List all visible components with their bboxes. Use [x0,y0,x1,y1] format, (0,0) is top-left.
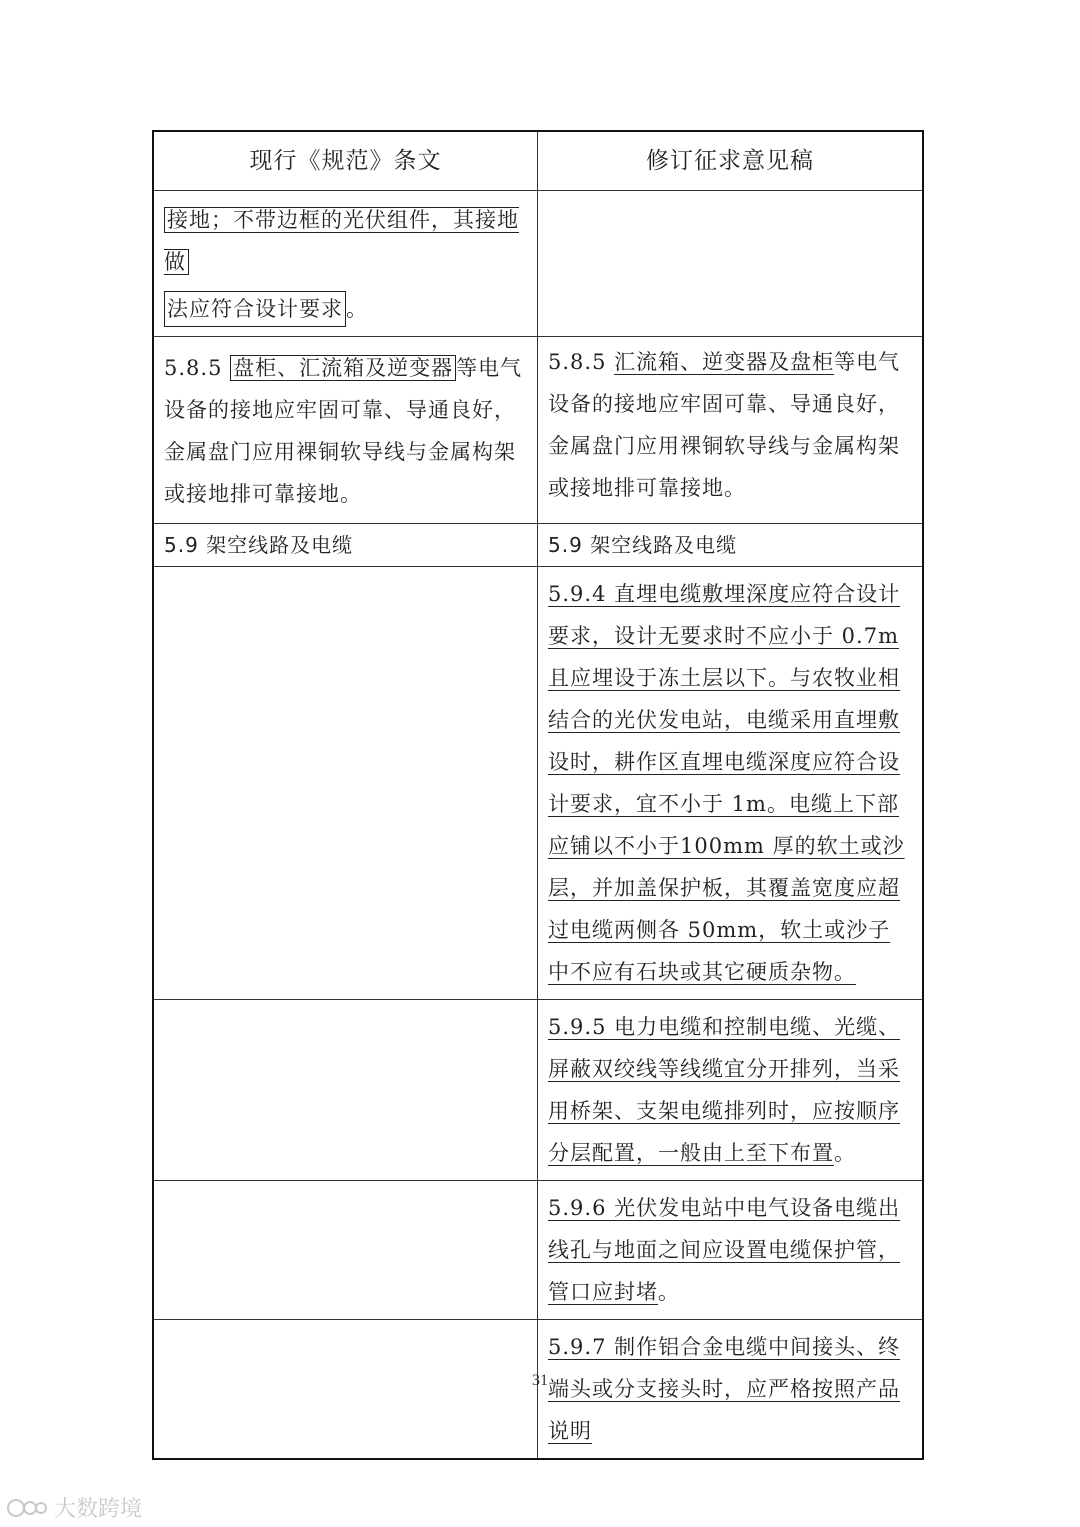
header-current-spec: 现行《规范》条文 [154,132,538,190]
header-revision-draft: 修订征求意见稿 [646,148,814,174]
row4-rev-underlined-text: 5.9.4 直埋电缆敷埋深度应符合设计要求，设计无要求时不应小于 0.7m 且应埋设于冻土层以下。与农牧业相结合的光伏发电站，电缆采用直埋敷设时，耕作区直埋电缆深度应符合设计要求，宜不小于 1m。电缆上下部应铺以不小于100mm 厚的软土或沙层，并加盖保护板，其覆盖宽度应超过电缆两侧各 50mm，软土或沙子中不应有石块或其它硬质杂物。 [548,582,905,984]
table-row [154,566,922,999]
section-heading-current: 5.9 架空线路及电缆 [154,524,538,566]
page-number: 31 [532,1372,548,1389]
row6-current-text [154,1181,538,1319]
table-row [154,336,922,523]
row1-tail: 。 [346,297,368,321]
row2-current-text [154,337,538,523]
row2-clause-number: 5.8.5 [164,356,231,380]
row2-rev-underlined-text: 汇流箱、逆变器及盘柜 [614,350,835,374]
row1-boxed-text-b: 法应符合设计要求 [164,291,346,327]
row6-rev-underlined-text: 5.9.6 光伏发电站中电气设备电缆出线孔与地面之间应设置电缆保护管，管口应封堵 [548,1196,901,1304]
row2-rev-rest-text: 等电气设备的接地应牢固可靠、导通良好，金属盘门应用裸铜软导线与金属构架或接地排可靠接地。 [548,350,901,500]
comparison-table [152,130,924,1460]
row5-tail: 。 [834,1141,856,1165]
row4-revision-text [538,567,922,999]
row1-revision-text [538,191,922,336]
row1-current-text [154,191,538,336]
table-header-row [154,132,922,190]
row5-revision-text [538,1000,922,1180]
watermark-text: 大数跨境 [54,1497,143,1522]
watermark-logo-icon [6,1497,48,1519]
row2-rest-text: 等电气设备的接地应牢固可靠、导通良好，金属盘门应用裸铜软导线与金属构架或接地排可靠接地。 [164,356,523,506]
row6-tail: 。 [658,1280,680,1304]
row2-boxed-text: 盘柜、汇流箱及逆变器 [230,355,456,381]
section-heading-revision: 5.9 架空线路及电缆 [548,533,738,557]
watermark [6,1492,142,1523]
row2-rev-clause-number: 5.8.5 [548,350,615,374]
table-row [154,523,922,566]
row7-rev-underlined-text: 5.9.7 制作铝合金电缆中间接头、终端头或分支接头时，应严格按照产品说明 [548,1335,901,1443]
row6-revision-text [538,1181,922,1319]
row5-rev-underlined-text: 5.9.5 电力电缆和控制电缆、光缆、屏蔽双绞线等线缆宜分开排列，当采用桥架、支架电缆排列时，应按顺序分层配置，一般由上至下布置 [548,1015,901,1165]
row5-current-text [154,1000,538,1180]
table-row [154,999,922,1180]
table-row [154,190,922,336]
row4-current-text [154,567,538,999]
row1-boxed-text-a: 接地；不带边框的光伏组件，其接地做 [164,208,519,274]
table-row [154,1180,922,1319]
row2-revision-text [538,337,922,523]
